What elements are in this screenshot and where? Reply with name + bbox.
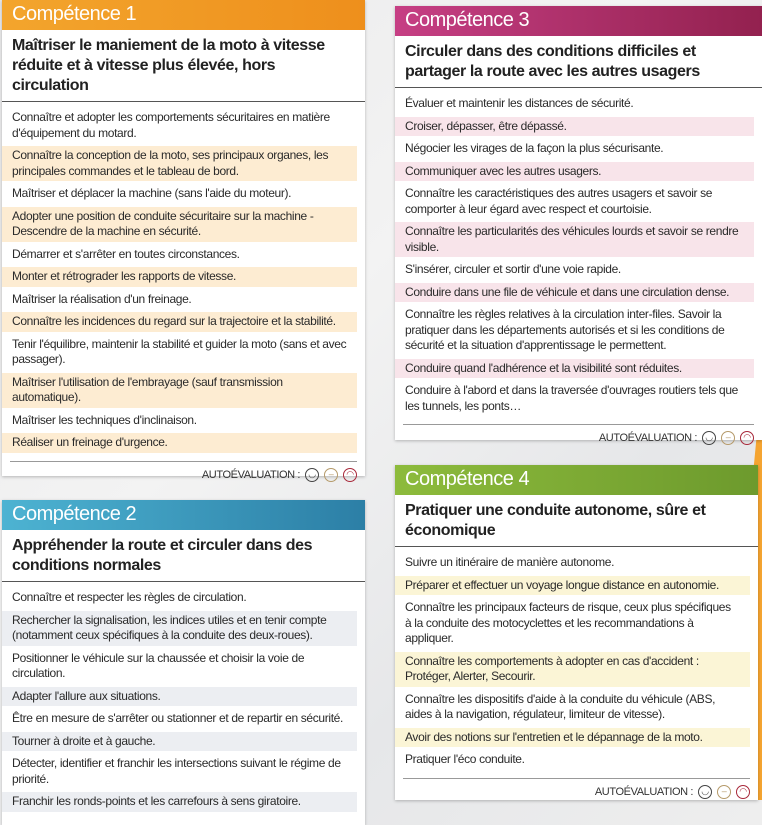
- skill-item: Démarrer et s'arrêter en toutes circonstances.: [12, 246, 240, 261]
- happy-face-icon[interactable]: ◡: [698, 785, 712, 799]
- sad-face-icon[interactable]: ◠: [343, 468, 357, 482]
- skill-item: S'insérer, circuler et sortir d'une voie rapide.: [405, 262, 621, 276]
- competence-2-card: [2, 500, 365, 825]
- skill-item: Évaluer et maintenir les distances de sécurité.: [405, 96, 634, 110]
- skill-item: Connaître les principaux facteurs de risque, ceux plus spécifiques à la conduite des motocyclettes et les recommandations à appliquer.: [405, 600, 731, 645]
- self-evaluation: [403, 778, 750, 807]
- skills-list: [2, 588, 365, 812]
- skill-item: Connaître les dispositifs d'aide à la conduite du véhicule (ABS, aides à la navigation, régulateur, limiteur de vitesse).: [405, 691, 716, 721]
- skill-item: Connaître les comportements à adopter en cas d'accident : Protéger, Alerter, Secourir.: [395, 652, 750, 687]
- skill-item: Monter et rétrograder les rapports de vitesse.: [2, 267, 357, 287]
- skill-item: Tourner à droite et à gauche.: [2, 732, 357, 752]
- skill-item: Pratiquer l'éco conduite.: [405, 752, 525, 766]
- skill-item: Connaître les particularités des véhicules lourds et savoir se rendre visible.: [395, 222, 754, 257]
- self-evaluation: [10, 461, 357, 490]
- neutral-face-icon[interactable]: –: [324, 468, 338, 482]
- neutral-face-icon[interactable]: –: [721, 431, 735, 445]
- neutral-face-icon[interactable]: –: [717, 785, 731, 799]
- skill-item: Adopter une position de conduite sécuritaire sur la machine - Descendre de la machine en sécurité.: [2, 207, 357, 242]
- skill-item: Communiquer avec les autres usagers.: [395, 162, 754, 182]
- competence-4-card: [395, 465, 758, 800]
- self-evaluation-label: AUTOÉVALUATION :: [201, 468, 300, 481]
- skill-item: Préparer et effectuer un voyage longue distance en autonomie.: [395, 576, 750, 596]
- card-header: Compétence 1: [2, 0, 365, 30]
- skill-item: Suivre un itinéraire de manière autonome.: [405, 555, 615, 569]
- skill-item: Connaître et respecter les règles de circulation.: [12, 590, 247, 604]
- skill-item: Détecter, identifier et franchir les intersections suivant le régime de priorité.: [12, 756, 341, 786]
- skill-item: Adapter l'allure aux situations.: [2, 687, 357, 707]
- card-title: Circuler dans des conditions difficiles et partager la route avec les autres usagers: [395, 36, 762, 88]
- skill-item: Réaliser un freinage d'urgence.: [2, 433, 357, 453]
- skill-item: Maîtriser les techniques d'inclinaison.: [12, 412, 197, 427]
- skill-item: Connaître les règles relatives à la circulation inter-files. Savoir la pratiquer dans les départements autorisés et si les conditions de sécurité et la situation d'apprentissage le permettent.: [405, 307, 725, 352]
- sad-face-icon[interactable]: ◠: [740, 431, 754, 445]
- skill-item: Maîtriser et déplacer la machine (sans l'aide du moteur).: [12, 186, 292, 200]
- skill-item: Avoir des notions sur l'entretien et le dépannage de la moto.: [395, 728, 750, 748]
- skill-item: Franchir les ronds-points et les carrefours à sens giratoire.: [2, 792, 357, 812]
- card-title: Appréhender la route et circuler dans des conditions normales: [2, 530, 365, 582]
- skill-item: Connaître la conception de la moto, ses principaux organes, les principales commandes et le tableau de bord.: [2, 146, 357, 181]
- skills-list: [395, 553, 758, 770]
- skill-item: Connaître les incidences du regard sur la trajectoire et la stabilité.: [2, 312, 357, 332]
- card-header: Compétence 2: [2, 500, 365, 530]
- self-evaluation: [403, 424, 754, 453]
- skill-item: Positionner le véhicule sur la chaussée et choisir la voie de circulation.: [12, 650, 305, 680]
- card-header: Compétence 4: [395, 465, 758, 495]
- skill-item: Connaître et adopter les comportements sécuritaires en matière d'équipement du motard.: [12, 110, 330, 140]
- self-evaluation-label: AUTOÉVALUATION :: [594, 785, 693, 798]
- card-header: Compétence 3: [395, 6, 762, 36]
- skill-item: Négocier les virages de la façon la plus sécurisante.: [405, 141, 664, 155]
- skill-item: Conduire quand l'adhérence et la visibilité sont réduites.: [395, 359, 754, 379]
- skill-item: Être en mesure de s'arrêter ou stationner et de repartir en sécurité.: [12, 711, 343, 725]
- self-evaluation-label: AUTOÉVALUATION :: [598, 431, 697, 444]
- happy-face-icon[interactable]: ◡: [702, 431, 716, 445]
- happy-face-icon[interactable]: ◡: [305, 468, 319, 482]
- skill-item: Conduire dans une file de véhicule et dans une circulation dense.: [395, 283, 754, 303]
- skill-item: Conduire à l'abord et dans la traversée d'ouvrages routiers tels que les tunnels, les ponts…: [405, 383, 738, 413]
- card-title: Maîtriser le maniement de la moto à vitesse réduite et à vitesse plus élevée, hors circulation: [2, 30, 365, 102]
- card-title: Pratiquer une conduite autonome, sûre et économique: [395, 495, 758, 547]
- skill-item: Croiser, dépasser, être dépassé.: [395, 117, 754, 137]
- competence-1-card: [2, 0, 365, 481]
- skill-item: Tenir l'équilibre, maintenir la stabilité et guider la moto (sans et avec passager).: [12, 336, 347, 366]
- competence-3-card: [395, 6, 762, 444]
- skill-item: Maîtriser la réalisation d'un freinage.: [12, 291, 192, 306]
- skills-list: [2, 108, 365, 453]
- skill-item: Rechercher la signalisation, les indices utiles et en tenir compte (notamment ceux spécifiques à la conduite des deux-roues).: [2, 611, 357, 646]
- skill-item: Connaître les caractéristiques des autres usagers et savoir se comporter à leur égard avec respect et courtoisie.: [405, 186, 713, 216]
- skill-item: Maîtriser l'utilisation de l'embrayage (sauf transmission automatique).: [2, 373, 357, 408]
- sad-face-icon[interactable]: ◠: [736, 785, 750, 799]
- skills-list: [395, 94, 762, 416]
